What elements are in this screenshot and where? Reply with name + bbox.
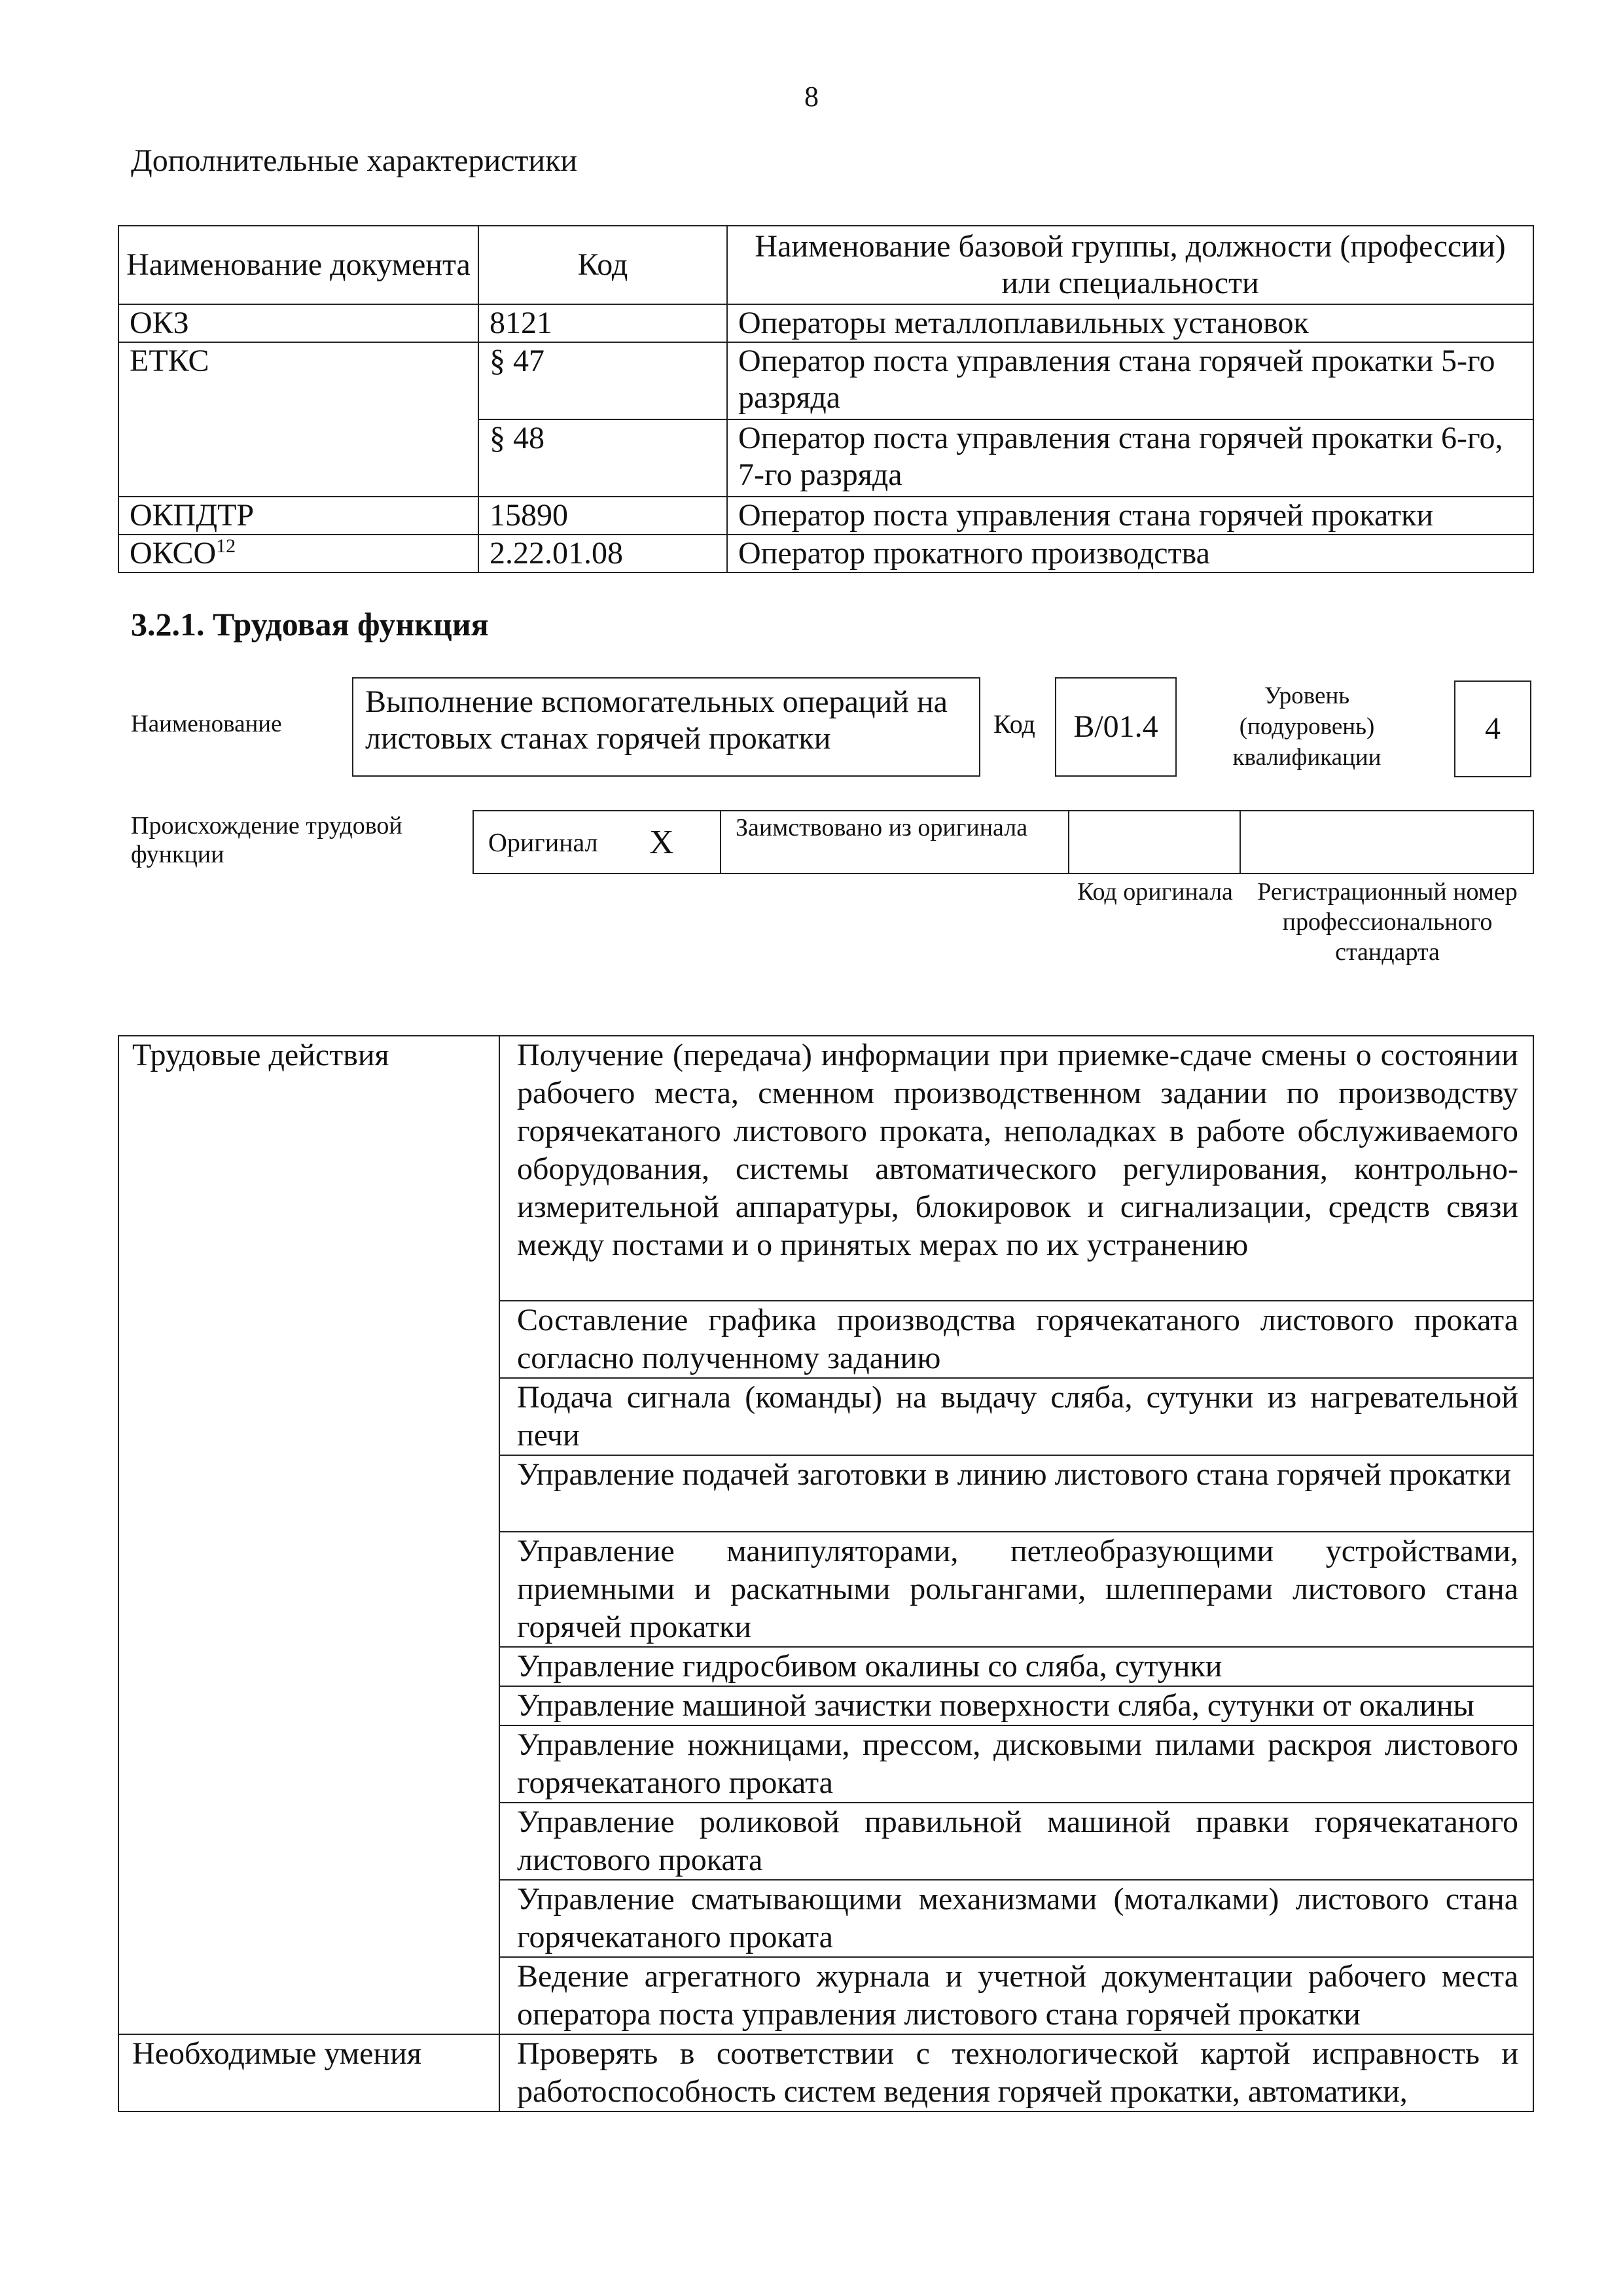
work-action-text: Ведение агрегатного журнала и учетной документации рабочего места оператора поста управления листового стана горячей прокатки xyxy=(517,1959,1518,2032)
list-item xyxy=(499,1455,1533,1532)
work-action-text: Составление графика производства горячекатаного листового проката согласно полученному заданию xyxy=(517,1303,1518,1375)
header-doc: Наименование документа xyxy=(118,226,478,304)
row-code: 15890 xyxy=(478,497,727,535)
row-code: § 48 xyxy=(478,419,727,497)
list-item xyxy=(499,1725,1533,1803)
header-group: Наименование базовой группы, должности (профессии) или специальности xyxy=(727,226,1533,304)
original-cell xyxy=(473,810,721,874)
list-item xyxy=(499,2034,1533,2111)
work-actions-table xyxy=(118,1035,1534,2112)
function-code: B/01.4 xyxy=(1055,677,1177,777)
row-code: 2.22.01.08 xyxy=(478,535,727,573)
list-item xyxy=(499,1686,1533,1725)
section-title: Дополнительные характеристики xyxy=(131,143,578,178)
list-item xyxy=(499,1036,1533,1301)
origin-label: Происхождение трудовой функции xyxy=(131,812,402,868)
function-name-box xyxy=(352,677,980,777)
list-item xyxy=(499,1803,1533,1880)
row-name: Операторы металлоплавильных установок xyxy=(727,304,1533,342)
header-code: Код xyxy=(478,226,727,304)
row-doc-cell xyxy=(118,535,478,573)
level-label: Уровень (подуровень) квалификации xyxy=(1232,682,1382,771)
table-row xyxy=(118,342,1533,419)
name-label: Наименование xyxy=(131,711,282,737)
row-name: Оператор поста управления стана горячей прокатки 6-го, 7-го разряда xyxy=(727,419,1533,497)
original-label: Оригинал xyxy=(488,828,598,857)
table-row xyxy=(118,2034,1533,2111)
original-code-cell xyxy=(1068,810,1241,874)
row-doc: ОКЗ xyxy=(118,304,478,342)
row-name: Оператор прокатного производства xyxy=(727,535,1533,573)
work-action-text: Управление гидросбивом окалины со сляба, сутунки xyxy=(517,1649,1222,1684)
row-code: § 47 xyxy=(478,342,727,419)
list-item xyxy=(499,1957,1533,2034)
row-code: 8121 xyxy=(478,304,727,342)
row-doc: ОКСО xyxy=(130,536,217,571)
row-doc: ОКПДТР xyxy=(118,497,478,535)
registration-number-caption: Регистрационный номер профессионального стандарта xyxy=(1257,878,1518,966)
work-action-text: Подача сигнала (команды) на выдачу сляба, сутунки из нагревательной печи xyxy=(517,1380,1518,1453)
list-item xyxy=(499,1532,1533,1647)
code-label: Код xyxy=(993,709,1035,739)
page-number: 8 xyxy=(804,80,819,113)
work-action-text: Управление ножницами, прессом, дисковыми пилами раскроя листового горячекатаного проката xyxy=(517,1727,1518,1800)
list-item xyxy=(499,1378,1533,1455)
work-action-text: Управление роликовой правильной машиной правки горячекатаного листового проката xyxy=(517,1805,1518,1877)
table-header-row xyxy=(118,226,1533,304)
work-action-text: Управление манипуляторами, петлеобразующими устройствами, приемными и раскатными рольгангами, шлепперами листового стана горячей прокатки xyxy=(517,1534,1518,1644)
list-item xyxy=(499,1647,1533,1686)
original-code-caption: Код оригинала xyxy=(1077,878,1233,906)
qualification-level: 4 xyxy=(1454,680,1531,777)
skill-text: Проверять в соответствии с технологической картой исправность и работоспособность систем ведения горячей прокатки, автоматики, xyxy=(517,2036,1518,2109)
list-item xyxy=(499,1880,1533,1957)
work-actions-label: Трудовые действия xyxy=(118,1036,499,2034)
work-action-text: Управление сматывающими механизмами (моталками) листового стана горячекатаного проката xyxy=(517,1882,1518,1954)
registration-number-cell xyxy=(1240,810,1534,874)
work-action-text: Управление подачей заготовки в линию листового стана горячей прокатки xyxy=(517,1457,1511,1492)
list-item xyxy=(499,1301,1533,1378)
work-action-text: Управление машиной зачистки поверхности сляба, сутунки от окалины xyxy=(517,1688,1474,1723)
footnote-ref: 12 xyxy=(216,535,236,557)
row-doc: ЕТКС xyxy=(118,342,478,497)
original-mark: X xyxy=(649,824,674,861)
labor-function-heading: 3.2.1. Трудовая функция xyxy=(131,606,489,643)
characteristics-table xyxy=(118,225,1534,573)
row-name: Оператор поста управления стана горячей прокатки 5-го разряда xyxy=(727,342,1533,419)
work-action-text: Получение (передача) информации при приемке-сдаче смены о состоянии рабочего места, сменном производственном задании по производству горячекатаного листового проката, неполадках в работе обслуживаемого оборудования, системы автоматического регулирования, контрольно-измерительной аппаратуры, блокировок и сигнализации, средств связи между постами и о принятых мерах по их устранению xyxy=(517,1038,1518,1262)
skills-label: Необходимые умения xyxy=(118,2034,499,2111)
table-row xyxy=(118,535,1533,573)
table-row xyxy=(118,1036,1533,1301)
function-name: Выполнение вспомогательных операций на листовых станах горячей прокатки xyxy=(365,684,948,756)
table-row xyxy=(118,497,1533,535)
borrowed-label: Заимствовано из оригинала xyxy=(720,810,1069,874)
table-row xyxy=(118,304,1533,342)
row-name: Оператор поста управления стана горячей прокатки xyxy=(727,497,1533,535)
